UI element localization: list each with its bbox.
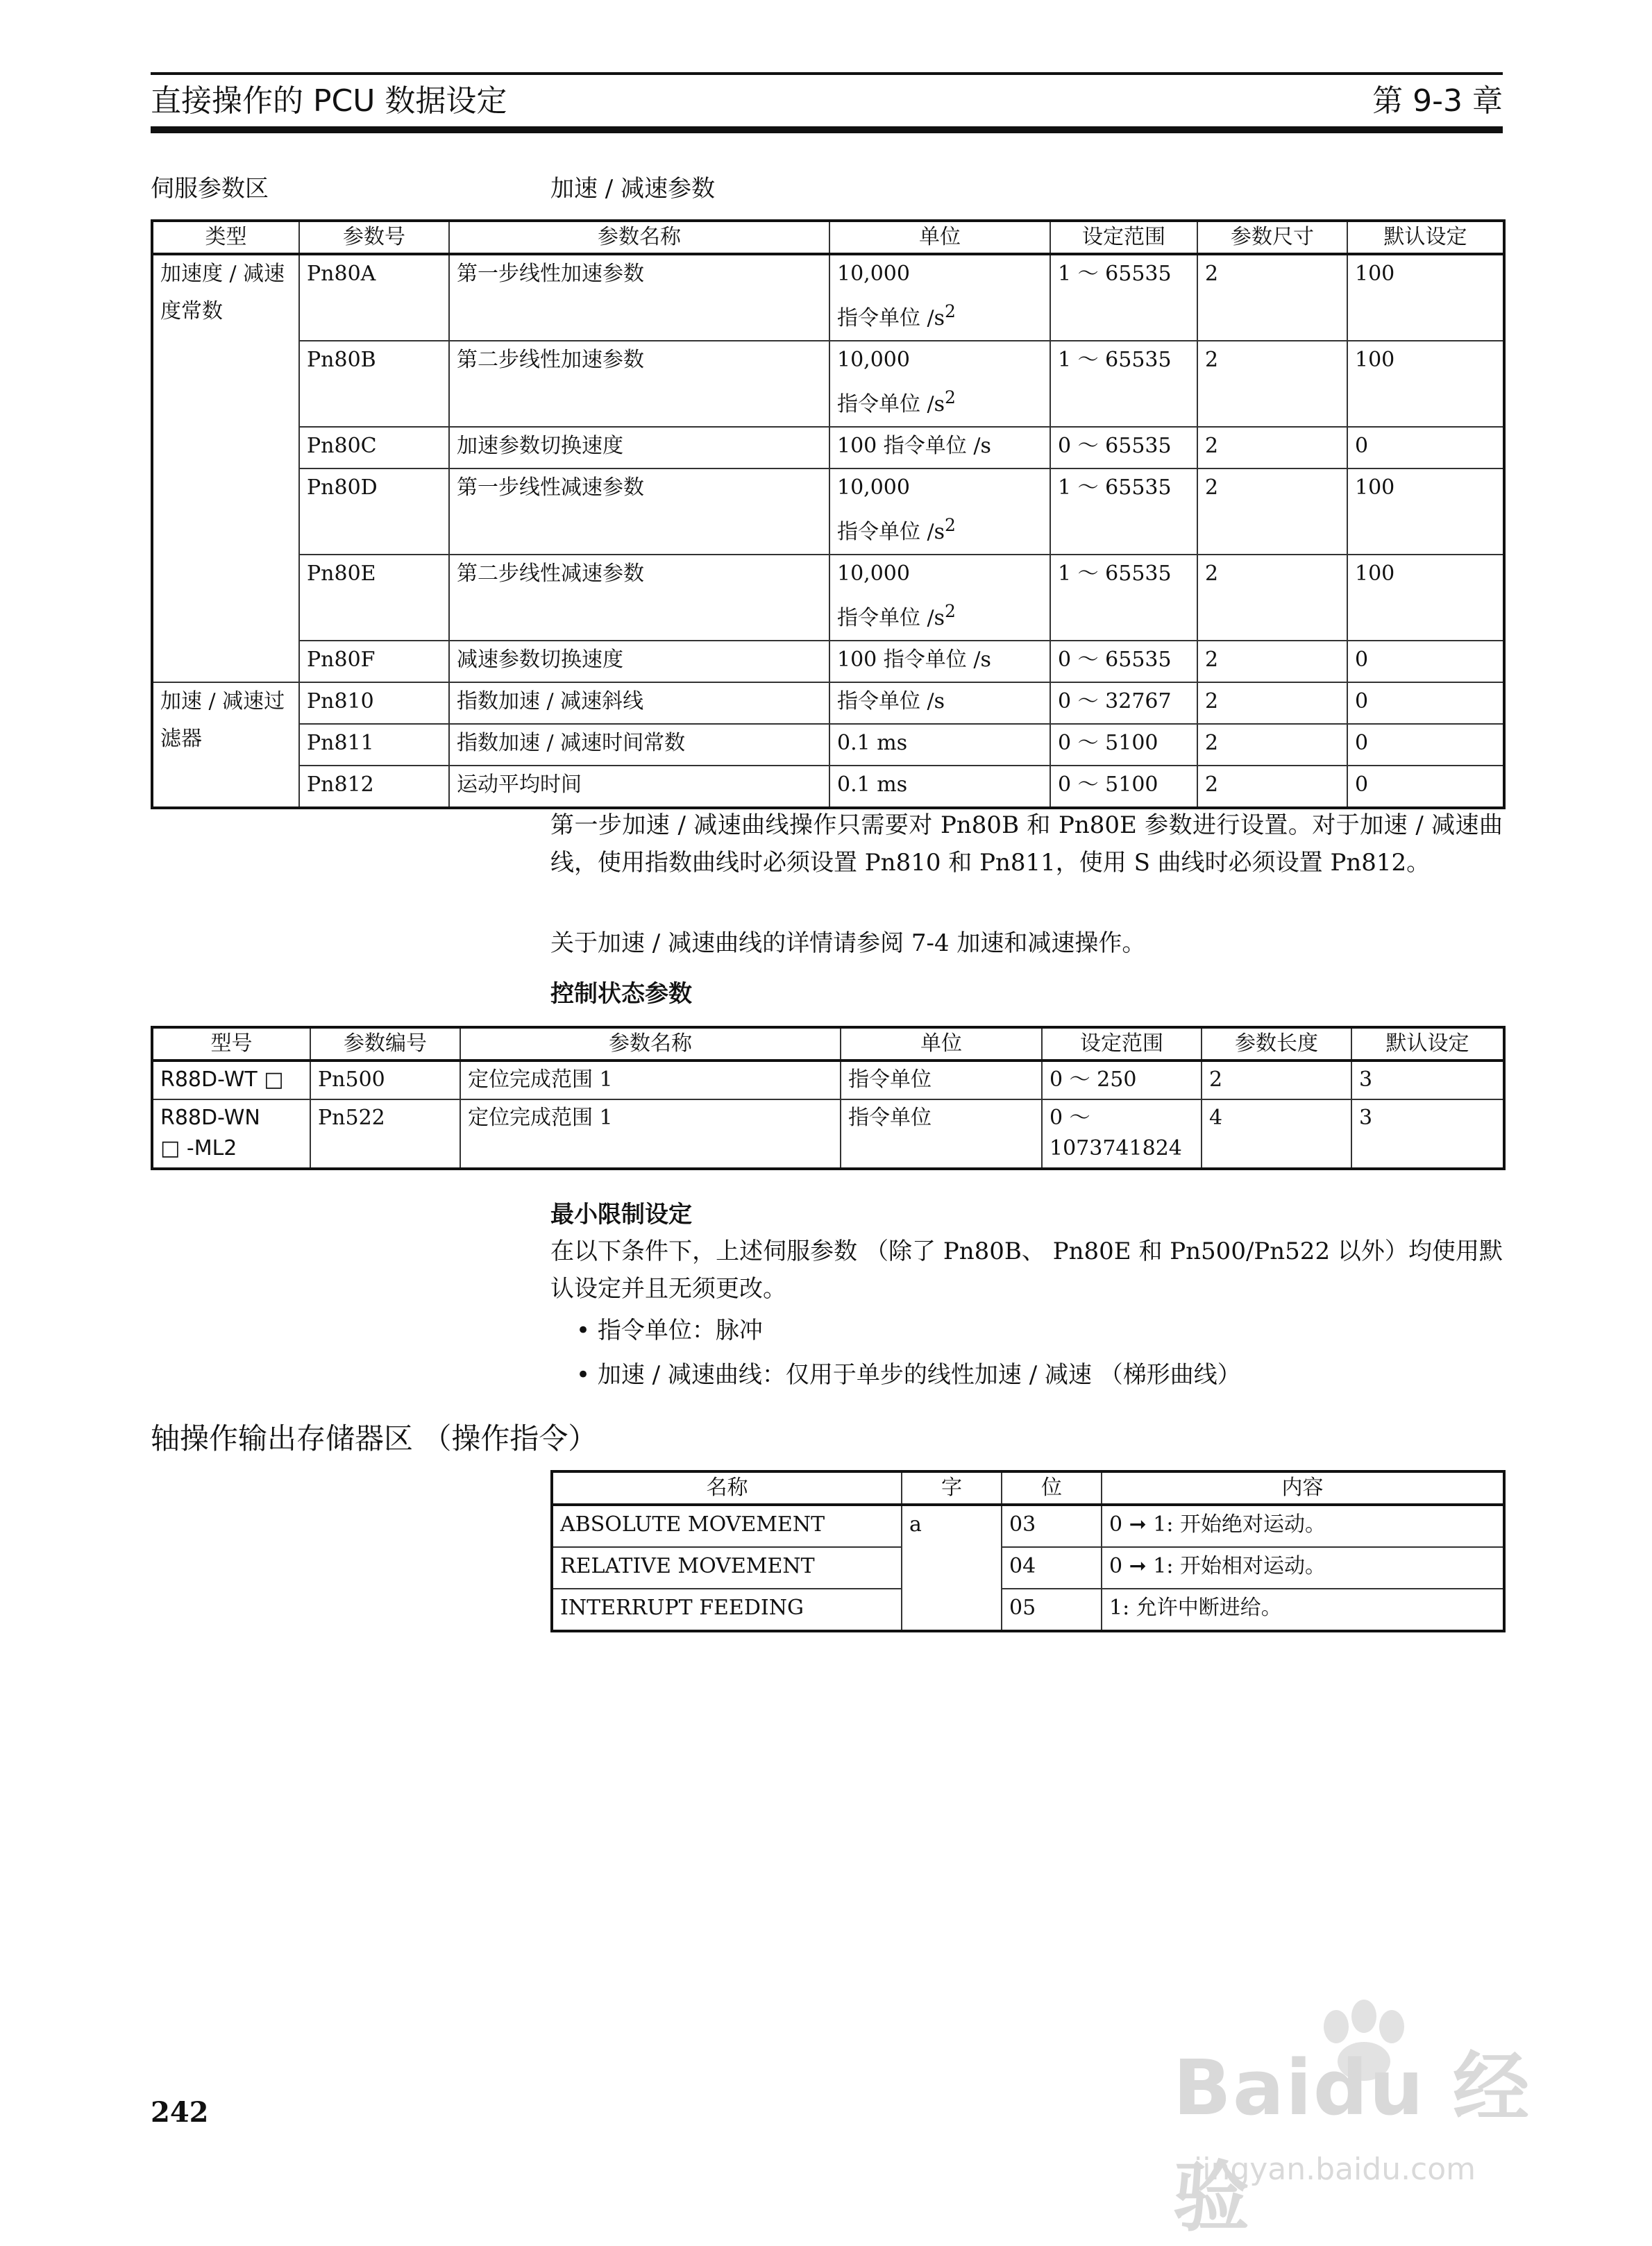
table-row xyxy=(152,766,1504,808)
min-limit-heading: 最小限制设定 xyxy=(550,1201,692,1228)
unit-cell: 100 指令单位 /s xyxy=(829,641,1050,682)
param-name: 第二步线性减速参数 xyxy=(449,555,829,641)
table-row xyxy=(152,1099,1504,1169)
col-header-type: 类型 xyxy=(152,221,299,254)
param-no: Pn80F xyxy=(299,641,449,682)
type-cell: 加速 / 减速过滤器 xyxy=(152,682,299,808)
col-header-param-name: 参数名称 xyxy=(460,1027,841,1061)
default-cell: 0 xyxy=(1347,766,1504,808)
range-cell: 1 ～ 65535 xyxy=(1050,254,1197,341)
watermark-logo: Baidu 经验 xyxy=(1173,2043,1531,2242)
param-no: Pn80A xyxy=(299,254,449,341)
length-cell: 4 xyxy=(1202,1099,1351,1169)
length-cell: 2 xyxy=(1202,1061,1351,1099)
table-row xyxy=(152,468,1504,555)
param-no: Pn500 xyxy=(310,1061,460,1099)
table-header-row xyxy=(152,221,1504,254)
page-number: 242 xyxy=(151,2096,209,2129)
range-cell: 1 ～ 65535 xyxy=(1050,341,1197,427)
param-no: Pn80E xyxy=(299,555,449,641)
size-cell: 2 xyxy=(1197,468,1347,555)
model-cell: R88D-WT □ xyxy=(152,1061,310,1099)
bit-cell: 03 xyxy=(1002,1505,1102,1547)
default-cell: 100 xyxy=(1347,341,1504,427)
range-cell: 0 ～ 1073741824 xyxy=(1042,1099,1202,1169)
name-cell: RELATIVE MOVEMENT xyxy=(552,1547,902,1589)
default-cell: 3 xyxy=(1351,1099,1504,1169)
range-cell: 0 ～ 65535 xyxy=(1050,641,1197,682)
param-no: Pn80C xyxy=(299,427,449,468)
default-cell: 0 xyxy=(1347,724,1504,766)
param-no: Pn811 xyxy=(299,724,449,766)
col-header-model: 型号 xyxy=(152,1027,310,1061)
col-header-length: 参数长度 xyxy=(1202,1027,1351,1061)
col-header-unit: 单位 xyxy=(841,1027,1042,1061)
size-cell: 2 xyxy=(1197,341,1347,427)
col-header-unit: 单位 xyxy=(829,221,1050,254)
sub-label: 加速 / 减速参数 xyxy=(550,175,716,203)
paragraph-accel-curve-note: 第一步加速 / 减速曲线操作只需要对 Pn80B 和 Pn80E 参数进行设置。对于加速 / 减速曲线，使用指数曲线时必须设置 Pn810 和 Pn811，使用 S 曲线时必须设置 Pn812。 xyxy=(550,811,1503,877)
default-cell: 0 xyxy=(1347,682,1504,724)
unit-cell: 0.1 ms xyxy=(829,766,1050,808)
table-row xyxy=(552,1589,1504,1631)
col-header-content: 内容 xyxy=(1102,1471,1504,1505)
col-header-word: 字 xyxy=(902,1471,1002,1505)
section-heading-axis-output: 轴操作输出存储器区 （操作指令） xyxy=(151,1421,598,1455)
bullet-item: • 指令单位：脉冲 xyxy=(576,1317,763,1344)
range-cell: 0 ～ 250 xyxy=(1042,1061,1202,1099)
name-cell: INTERRUPT FEEDING xyxy=(552,1589,902,1631)
unit-cell: 10,000 指令单位 $/s^2$ xyxy=(829,555,1050,641)
param-name: 第二步线性加速参数 xyxy=(449,341,829,427)
unit-cell: 10,000 指令单位 $/s^2$ xyxy=(829,468,1050,555)
table-row xyxy=(152,555,1504,641)
word-cell: a xyxy=(902,1505,1002,1631)
default-cell: 100 xyxy=(1347,254,1504,341)
default-cell: 0 xyxy=(1347,427,1504,468)
param-no: Pn522 xyxy=(310,1099,460,1169)
range-cell: 1 ～ 65535 xyxy=(1050,555,1197,641)
col-header-range: 设定范围 xyxy=(1050,221,1197,254)
param-no: Pn80D xyxy=(299,468,449,555)
unit-cell: 10,000 指令单位 $/s^2$ xyxy=(829,341,1050,427)
content-cell: 0 ➞ 1: 开始相对运动。 xyxy=(1102,1547,1504,1589)
model-cell: R88D-WN □ -ML2 xyxy=(152,1099,310,1169)
size-cell: 2 xyxy=(1197,555,1347,641)
range-cell: 0 ～ 5100 xyxy=(1050,766,1197,808)
size-cell: 2 xyxy=(1197,682,1347,724)
table-row xyxy=(152,254,1504,341)
range-cell: 0 ～ 32767 xyxy=(1050,682,1197,724)
type-cell: 加速度 / 减速度常数 xyxy=(152,254,299,682)
bit-cell: 05 xyxy=(1002,1589,1102,1631)
param-name: 运动平均时间 xyxy=(449,766,829,808)
col-header-param-no: 参数编号 xyxy=(310,1027,460,1061)
page-header-title: 直接操作的 PCU 数据设定 xyxy=(151,83,507,119)
bit-cell: 04 xyxy=(1002,1547,1102,1589)
content-cell: 1: 允许中断进给。 xyxy=(1102,1589,1504,1631)
param-name: 定位完成范围 1 xyxy=(460,1099,841,1169)
param-name: 加速参数切换速度 xyxy=(449,427,829,468)
param-name: 减速参数切换速度 xyxy=(449,641,829,682)
col-header-range: 设定范围 xyxy=(1042,1027,1202,1061)
range-cell: 0 ～ 5100 xyxy=(1050,724,1197,766)
watermark-url: jingyan.baidu.com xyxy=(1194,2152,1476,2187)
default-cell: 0 xyxy=(1347,641,1504,682)
axis-operation-output-table xyxy=(550,1470,1506,1632)
size-cell: 2 xyxy=(1197,427,1347,468)
control-status-parameter-table xyxy=(151,1026,1506,1170)
param-name: 指数加速 / 减速时间常数 xyxy=(449,724,829,766)
page-header-chapter: 第 9-3 章 xyxy=(1372,83,1503,119)
col-header-bit: 位 xyxy=(1002,1471,1102,1505)
size-cell: 2 xyxy=(1197,766,1347,808)
param-name: 第一步线性加速参数 xyxy=(449,254,829,341)
param-name: 指数加速 / 减速斜线 xyxy=(449,682,829,724)
param-no: Pn812 xyxy=(299,766,449,808)
size-cell: 2 xyxy=(1197,641,1347,682)
table-row xyxy=(552,1505,1504,1547)
unit-cell: 100 指令单位 /s xyxy=(829,427,1050,468)
param-no: Pn80B xyxy=(299,341,449,427)
header-rule xyxy=(151,126,1503,133)
bullet-item: • 加速 / 减速曲线：仅用于单步的线性加速 / 减速 （梯形曲线） xyxy=(576,1361,1241,1389)
col-header-default: 默认设定 xyxy=(1351,1027,1504,1061)
unit-cell: 指令单位 xyxy=(841,1061,1042,1099)
table-row xyxy=(552,1547,1504,1589)
watermark xyxy=(1173,1999,1562,2242)
header-top-line xyxy=(151,72,1503,75)
section-label: 伺服参数区 xyxy=(151,175,269,203)
default-cell: 100 xyxy=(1347,468,1504,555)
content-cell: 0 ➞ 1: 开始绝对运动。 xyxy=(1102,1505,1504,1547)
col-header-param-no: 参数号 xyxy=(299,221,449,254)
table-header-row xyxy=(552,1471,1504,1505)
param-no: Pn810 xyxy=(299,682,449,724)
table-row xyxy=(152,724,1504,766)
table-row xyxy=(152,341,1504,427)
size-cell: 2 xyxy=(1197,724,1347,766)
paragraph-min-limit: 在以下条件下，上述伺服参数 （除了 Pn80B、 Pn80E 和 Pn500/Pn522 以外）均使用默认设定并且无须更改。 xyxy=(550,1238,1503,1303)
unit-cell: 指令单位 /s xyxy=(829,682,1050,724)
range-cell: 1 ～ 65535 xyxy=(1050,468,1197,555)
table-row xyxy=(152,641,1504,682)
size-cell: 2 xyxy=(1197,254,1347,341)
accel-decel-parameter-table xyxy=(151,219,1506,809)
range-cell: 0 ～ 65535 xyxy=(1050,427,1197,468)
col-header-name: 名称 xyxy=(552,1471,902,1505)
unit-cell: 指令单位 xyxy=(841,1099,1042,1169)
unit-cell: 0.1 ms xyxy=(829,724,1050,766)
table-row xyxy=(152,1061,1504,1099)
param-name: 第一步线性减速参数 xyxy=(449,468,829,555)
param-name: 定位完成范围 1 xyxy=(460,1061,841,1099)
table-header-row xyxy=(152,1027,1504,1061)
control-status-heading: 控制状态参数 xyxy=(550,980,692,1008)
unit-cell: 10,000 指令单位 $/s^2$ xyxy=(829,254,1050,341)
col-header-default: 默认设定 xyxy=(1347,221,1504,254)
table-row xyxy=(152,427,1504,468)
default-cell: 3 xyxy=(1351,1061,1504,1099)
table-row xyxy=(152,682,1504,724)
col-header-param-name: 参数名称 xyxy=(449,221,829,254)
paragraph-reference: 关于加速 / 减速曲线的详情请参阅 7-4 加速和减速操作。 xyxy=(550,929,1146,957)
name-cell: ABSOLUTE MOVEMENT xyxy=(552,1505,902,1547)
default-cell: 100 xyxy=(1347,555,1504,641)
col-header-size: 参数尺寸 xyxy=(1197,221,1347,254)
